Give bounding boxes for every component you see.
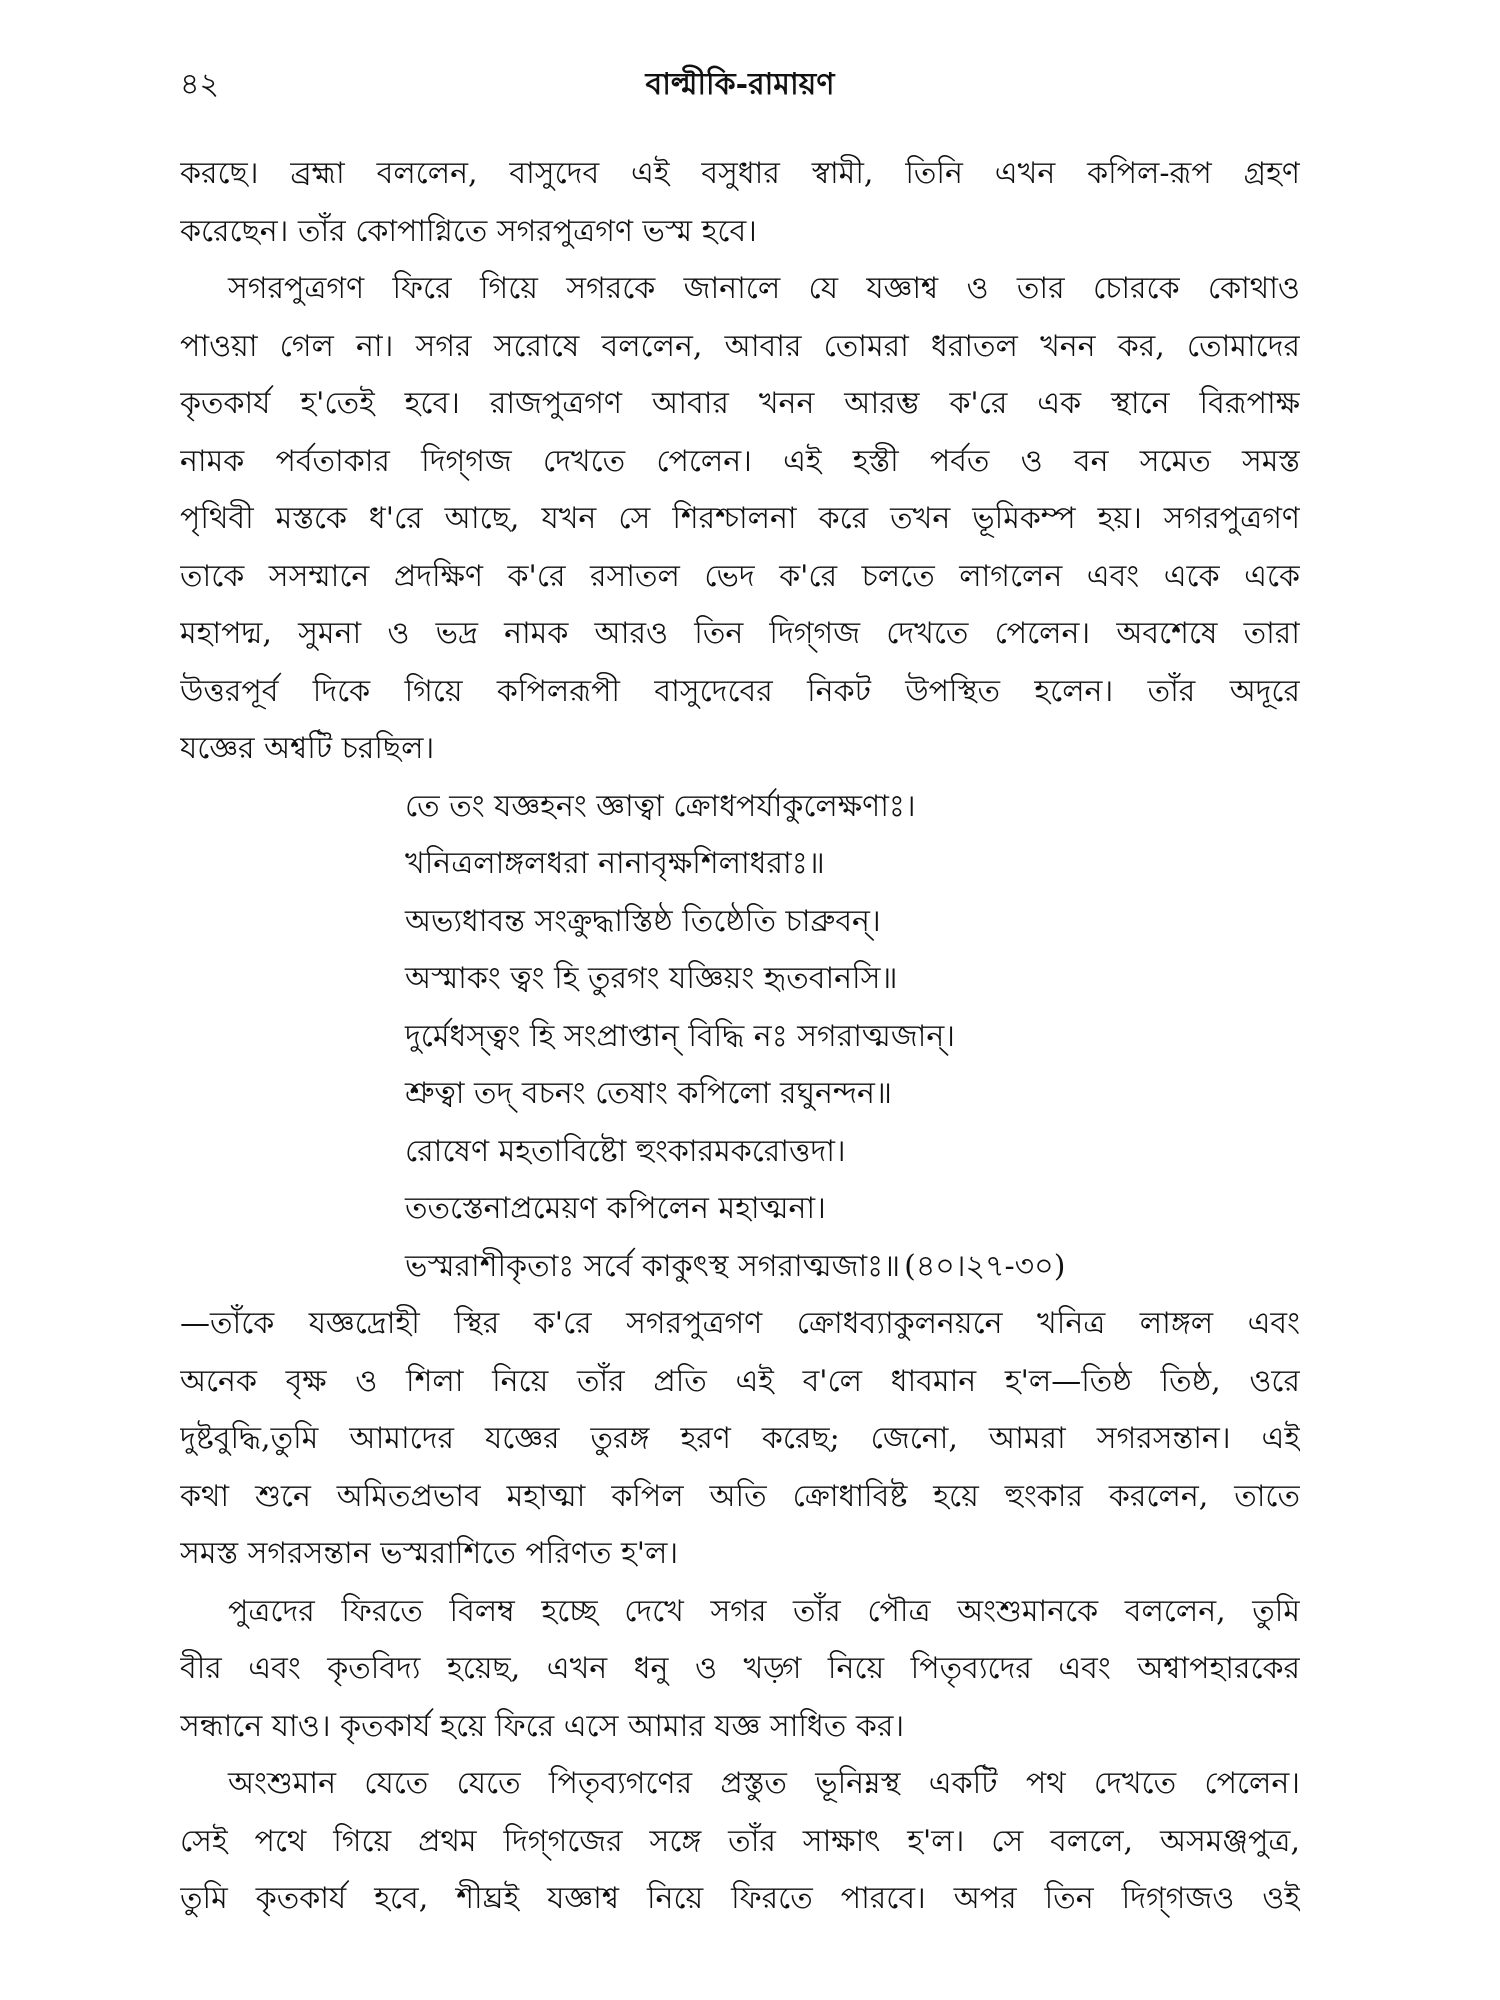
verse-reference: (৪০।২৭-৩০): [904, 1248, 1066, 1284]
body-text: [180, 145, 1300, 1928]
verse-line-last: [180, 1238, 1300, 1296]
text-line: তাকে সসম্মানে প্রদক্ষিণ ক'রে রসাতল ভেদ ক'রে চলতে লাগলেন এবং একে একে: [180, 558, 1300, 594]
paragraph-first-line: পুত্রদের ফিরতে বিলম্ব হচ্ছে দেখে সগর তাঁর পৌত্র অংশুমানকে বললেন, তুমি: [228, 1593, 1300, 1629]
verse-line: তে তং যজ্ঞহনং জ্ঞাত্বা ক্রোধপর্যাকুলেক্ষণাঃ।: [405, 788, 916, 824]
verse-line: রোষেণ মহতাবিষ্টো হুংকারমকরোত্তদা।: [405, 1133, 846, 1169]
text-line: যজ্ঞের অশ্বটি চরছিল।: [180, 731, 435, 766]
verse-text: ভস্মরাশীকৃতাঃ সর্বে কাকুৎস্থ সগরাত্মজাঃ॥: [405, 1248, 901, 1284]
text-line: সেই পথে গিয়ে প্রথম দিগ্‌গজের সঙ্গে তাঁর সাক্ষাৎ হ'ল। সে বললে, অসমঞ্জপুত্র,: [180, 1823, 1300, 1859]
text-line: দুষ্টবুদ্ধি,তুমি আমাদের যজ্ঞের তুরঙ্গ হরণ করেছ; জেনো, আমরা সগরসন্তান। এই: [180, 1421, 1300, 1456]
text-line: বীর এবং কৃতবিদ্য হয়েছ, এখন ধনু ও খড়্গ নিয়ে পিতৃব্যদের এবং অশ্বাপহারকের: [180, 1651, 1300, 1686]
text-line: —তাঁকে যজ্ঞদ্রোহী স্থির ক'রে সগরপুত্রগণ ক্রোধব্যাকুলনয়নে খনিত্র লাঙ্গল এবং: [180, 1306, 1300, 1341]
text-line: পাওয়া গেল না। সগর সরোষে বললেন, আবার তোমরা ধরাতল খনন কর, তোমাদের: [180, 328, 1300, 364]
text-line: নামক পর্বতাকার দিগ্‌গজ দেখতে পেলেন। এই হস্তী পর্বত ও বন সমেত সমস্ত: [180, 443, 1300, 479]
text-line: অনেক বৃক্ষ ও শিলা নিয়ে তাঁর প্রতি এই ব'লে ধাবমান হ'ল—তিষ্ঠ তিষ্ঠ, ওরে: [180, 1363, 1300, 1399]
paragraph-first-line: সগরপুত্রগণ ফিরে গিয়ে সগরকে জানালে যে যজ্ঞাশ্ব ও তার চোরকে কোথাও: [228, 271, 1300, 306]
verse-line: অভ্যধাবন্ত সংক্রুদ্ধাস্তিষ্ঠ তিষ্ঠেতি চাব্রুবন্‌।: [405, 903, 881, 939]
text-line: তুমি কৃতকার্য হবে, শীঘ্রই যজ্ঞাশ্ব নিয়ে ফিরতে পারবে। অপর তিন দিগ্‌গজও ওই: [180, 1881, 1300, 1916]
verse-line: দুর্মেধস্ত্বং হি সংপ্রাপ্তান্‌ বিদ্ধি নঃ সগরাত্মজান্‌।: [405, 1018, 955, 1054]
verse-line: খনিত্রলাঙ্গলধরা নানাবৃক্ষশিলাধরাঃ॥: [405, 846, 825, 881]
text-line: কৃতকার্য হ'তেই হবে। রাজপুত্রগণ আবার খনন আরম্ভ ক'রে এক স্থানে বিরূপাক্ষ: [180, 386, 1300, 421]
page-number: ৪২: [180, 67, 219, 102]
text-line: কথা শুনে অমিতপ্রভাব মহাত্মা কপিল অতি ক্রোধাবিষ্ট হয়ে হুংকার করলেন, তাতে: [180, 1478, 1300, 1514]
text-line: সন্ধানে যাও। কৃতকার্য হয়ে ফিরে এসে আমার যজ্ঞ সাধিত কর।: [180, 1708, 905, 1744]
text-line: পৃথিবী মস্তকে ধ'রে আছে, যখন সে শিরশ্চালনা করে তখন ভূমিকম্প হয়। সগরপুত্রগণ: [180, 501, 1300, 536]
paragraph-first-line: অংশুমান যেতে যেতে পিতৃব্যগণের প্রস্তুত ভূনিম্নস্থ একটি পথ দেখতে পেলেন।: [228, 1766, 1300, 1801]
running-title: বাল্মীকি-রামায়ণ: [645, 67, 835, 102]
page-header: [180, 60, 1300, 110]
verse-line: শ্রুত্বা তদ্‌ বচনং তেষাং কপিলো রঘুনন্দন॥: [405, 1076, 892, 1111]
verse-line: অস্মাকং ত্বং হি তুরগং যজ্ঞিয়ং হৃতবানসি॥: [405, 961, 898, 996]
text-line: মহাপদ্ম, সুমনা ও ভদ্র নামক আরও তিন দিগ্‌গজ দেখতে পেলেন। অবশেষে তারা: [180, 616, 1300, 651]
verse-line: ততস্তেনাপ্রমেয়ণ কপিলেন মহাত্মনা।: [405, 1191, 826, 1226]
text-line: উত্তরপূর্ব দিকে গিয়ে কপিলরূপী বাসুদেবের নিকট উপস্থিত হলেন। তাঁর অদূরে: [180, 673, 1300, 709]
text-line: সমস্ত সগরসন্তান ভস্মরাশিতে পরিণত হ'ল।: [180, 1536, 679, 1571]
text-line: করেছেন। তাঁর কোপাগ্নিতে সগরপুত্রগণ ভস্ম হবে।: [180, 213, 757, 249]
text-line: করছে। ব্রহ্মা বললেন, বাসুদেব এই বসুধার স্বামী, তিনি এখন কপিল-রূপ গ্রহণ: [180, 156, 1300, 191]
